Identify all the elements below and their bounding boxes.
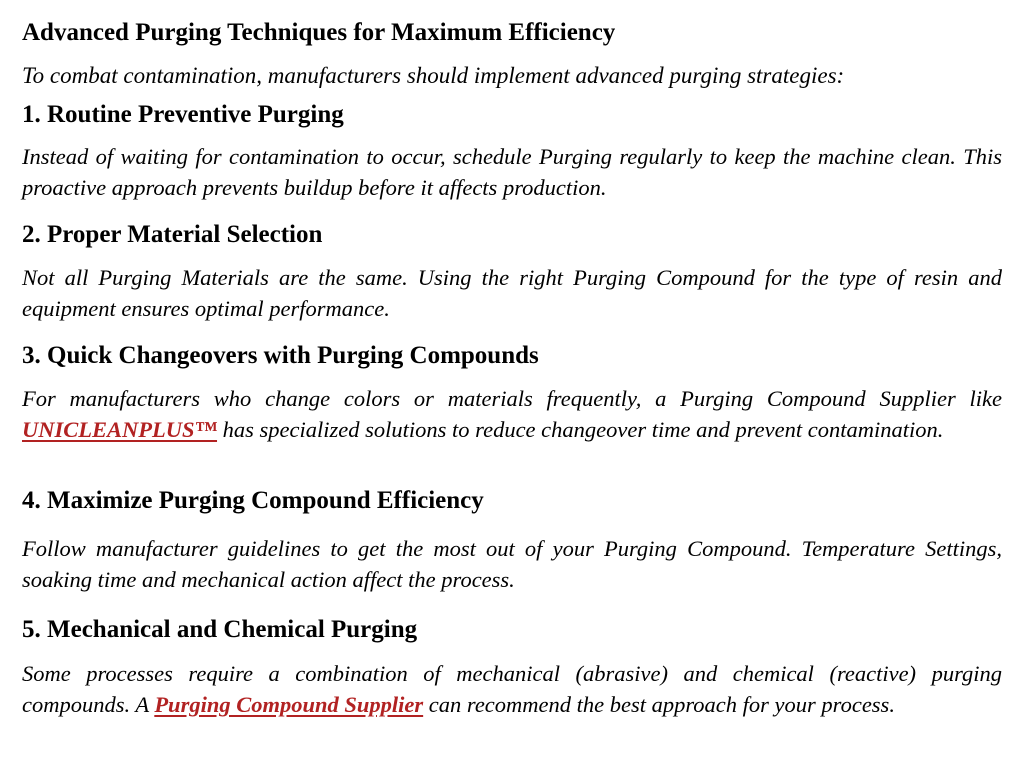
section-text-mechanical-chemical-before: Some processes require a combination of mechanical (abrasive) and chemical (reactive) purging compounds. A <box>22 661 1002 717</box>
section-text-maximize-efficiency: Follow manufacturer guidelines to get the most out of your Purging Compound. Temperature Settings, soaking time and mechanical action affect the process. <box>22 536 1002 592</box>
section-text-quick-changeovers-before: For manufacturers who change colors or materials frequently, a Purging Compound Supplier like <box>22 386 1002 411</box>
intro-text: To combat contamination, manufacturers should implement advanced purging strategies: <box>22 63 845 88</box>
section-text-mechanical-chemical-after: can recommend the best approach for your process. <box>423 692 895 717</box>
page-title: Advanced Purging Techniques for Maximum Efficiency <box>22 19 616 46</box>
unicleanplus-link[interactable]: UNICLEANPLUS™ <box>22 417 218 442</box>
section-text-quick-changeovers <box>22 383 1002 445</box>
section-heading-mechanical-chemical-purging: 5. Mechanical and Chemical Purging <box>22 616 418 643</box>
section-text-routine-preventive-purging: Instead of waiting for contamination to occur, schedule Purging regularly to keep the machine clean. This proactive approach prevents buildup before it affects production. <box>22 144 1002 200</box>
purging-compound-supplier-link[interactable]: Purging Compound Supplier <box>154 692 424 717</box>
section-heading-quick-changeovers: 3. Quick Changeovers with Purging Compounds <box>22 342 539 369</box>
section-text-quick-changeovers-after: has specialized solutions to reduce changeover time and prevent contamination. <box>217 417 944 442</box>
section-text-mechanical-chemical-purging <box>22 658 1002 720</box>
section-heading-proper-material-selection: 2. Proper Material Selection <box>22 221 323 248</box>
document-page <box>22 0 1002 768</box>
section-heading-routine-preventive-purging: 1. Routine Preventive Purging <box>22 101 344 128</box>
section-heading-maximize-efficiency: 4. Maximize Purging Compound Efficiency <box>22 487 484 514</box>
section-text-proper-material-selection: Not all Purging Materials are the same. Using the right Purging Compound for the type of resin and equipment ensures optimal performance. <box>22 265 1002 321</box>
